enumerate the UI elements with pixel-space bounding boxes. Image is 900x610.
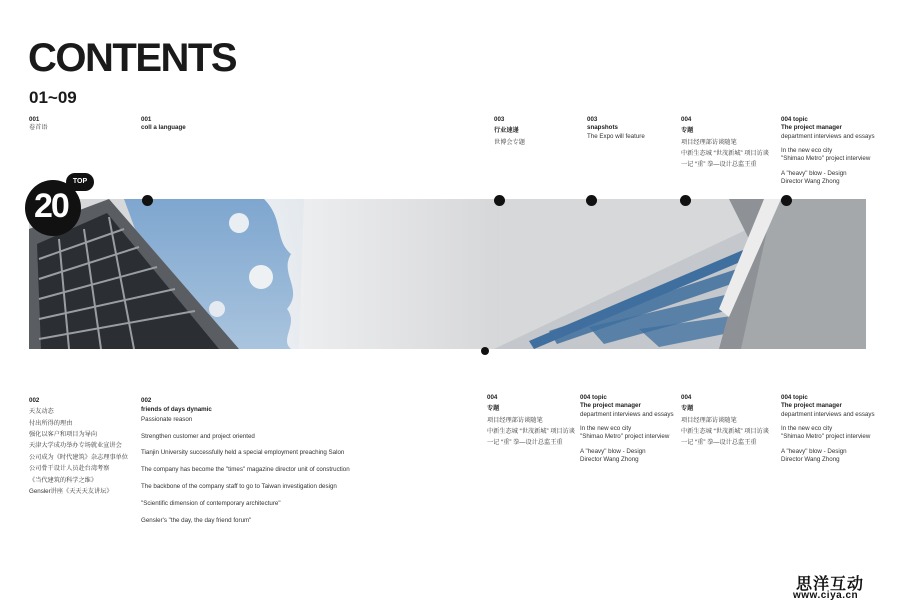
entry-line: 天津大学成功举办专场就业宣讲会 bbox=[29, 442, 122, 450]
entry-title: The project manager bbox=[580, 402, 641, 410]
toc-entry-001-en[interactable] bbox=[141, 116, 186, 133]
timeline-dot[interactable] bbox=[481, 347, 489, 355]
timeline-dot[interactable] bbox=[142, 195, 153, 206]
toc-entry-004-cn[interactable] bbox=[681, 116, 769, 170]
entry-title: 行业速递 bbox=[494, 127, 519, 135]
entry-title: 专题 bbox=[681, 405, 694, 413]
entry-line: department interviews and essays bbox=[781, 410, 875, 418]
timeline-dot[interactable] bbox=[494, 195, 505, 206]
toc-entry-004-en-b[interactable] bbox=[580, 394, 674, 465]
entry-number: 004 topic bbox=[781, 394, 808, 401]
entry-line: 项目经理部访谈随笔 bbox=[681, 138, 737, 146]
badge-top-label: TOP bbox=[66, 173, 94, 191]
entry-line: 强化以客户和项目为导向 bbox=[29, 431, 98, 439]
entry-number: 004 topic bbox=[781, 116, 808, 123]
entry-number: 004 bbox=[487, 394, 498, 401]
entry-line: "Shimao Metro" project interview bbox=[580, 433, 670, 441]
entry-line: Director Wang Zhong bbox=[580, 456, 639, 464]
entry-subtitle: 世博会专题 bbox=[494, 138, 525, 146]
entry-line: In the new eco city bbox=[580, 425, 632, 433]
entry-line: 中新生态城 “世茂新城” 项目访谈 bbox=[681, 428, 769, 436]
entry-line: department interviews and essays bbox=[580, 410, 674, 418]
cover-photo-band bbox=[29, 199, 866, 349]
entry-line: 项目经理部访谈随笔 bbox=[681, 416, 737, 424]
entry-line: Director Wang Zhong bbox=[781, 456, 840, 464]
entry-line: 一记 “重” 拳—设计总监王重 bbox=[681, 161, 757, 169]
entry-number: 004 bbox=[681, 116, 692, 123]
timeline-dot[interactable] bbox=[781, 195, 792, 206]
entry-number: 002 bbox=[29, 397, 40, 404]
entry-line: 一记 “重” 拳—设计总监王重 bbox=[681, 439, 757, 447]
entry-line: 公司成为《时代建筑》杂志理事单位 bbox=[29, 453, 128, 461]
entry-line: 《当代建筑的科学之维》 bbox=[29, 476, 98, 484]
entry-title: friends of days dynamic bbox=[141, 406, 212, 414]
timeline-dot[interactable] bbox=[680, 195, 691, 206]
entry-line: Strengthen customer and project oriented bbox=[141, 432, 255, 440]
entry-title: 专题 bbox=[487, 405, 500, 413]
entry-line: Passionate reason bbox=[141, 415, 193, 423]
page-title: CONTENTS bbox=[28, 36, 236, 80]
entry-title: The project manager bbox=[781, 402, 842, 410]
entry-line: "Scientific dimension of contemporary architecture" bbox=[141, 500, 281, 508]
entry-number: 003 bbox=[494, 116, 505, 123]
entry-line: "Shimao Metro" project interview bbox=[781, 433, 871, 441]
entry-title: 卷首语 bbox=[29, 124, 48, 132]
entry-line: Director Wang Zhong bbox=[781, 178, 840, 186]
toc-entry-002-cn[interactable] bbox=[29, 397, 128, 496]
page-range: 01~09 bbox=[29, 88, 77, 107]
entry-number: 004 bbox=[681, 394, 692, 401]
timeline-dot[interactable] bbox=[586, 195, 597, 206]
entry-number: 001 bbox=[29, 116, 40, 123]
entry-line: 天友动态 bbox=[29, 408, 54, 416]
watermark-name: 思洋互动 bbox=[796, 576, 865, 593]
entry-line: 付出所得的理由 bbox=[29, 419, 73, 427]
building-sky-illustration bbox=[29, 199, 866, 349]
entry-line: A "heavy" blow - Design bbox=[781, 169, 847, 177]
entry-number: 003 bbox=[587, 116, 598, 123]
toc-entry-004-en-c[interactable] bbox=[781, 394, 875, 465]
entry-title: The project manager bbox=[781, 124, 842, 132]
toc-entry-004-cn-c[interactable] bbox=[681, 394, 769, 448]
entry-line: Gensler's "the day, the day friend forum" bbox=[141, 516, 252, 524]
entry-number: 004 topic bbox=[580, 394, 607, 401]
entry-line: 中新生态城 “世茂新城” 项目访谈 bbox=[487, 428, 575, 436]
entry-line: The backbone of the company staff to go to Taiwan investigation design bbox=[141, 483, 337, 491]
entry-line: 公司骨干设计人员赴台湾考察 bbox=[29, 465, 110, 473]
entry-line: 中新生态城 “世茂新城” 项目访谈 bbox=[681, 150, 769, 158]
entry-title: coll a language bbox=[141, 124, 186, 132]
entry-line: Gensler讲座《天天天友讲坛》 bbox=[29, 487, 113, 495]
toc-entry-004-en[interactable] bbox=[781, 116, 875, 187]
badge-number: 20 bbox=[34, 187, 68, 225]
toc-entry-001-cn[interactable] bbox=[29, 116, 48, 133]
entry-number: 002 bbox=[141, 397, 152, 404]
entry-subtitle: The Expo will feature bbox=[587, 132, 645, 140]
entry-line: In the new eco city bbox=[781, 147, 833, 155]
entry-line: 项目经理部访谈随笔 bbox=[487, 416, 543, 424]
entry-title: 专题 bbox=[681, 127, 694, 135]
watermark-url: www.ciya.cn bbox=[793, 590, 859, 601]
toc-entry-003-cn[interactable] bbox=[494, 116, 525, 147]
entry-line: In the new eco city bbox=[781, 425, 833, 433]
entry-line: A "heavy" blow - Design bbox=[580, 447, 646, 455]
entry-line: "Shimao Metro" project interview bbox=[781, 155, 871, 163]
entry-line: The company has become the "times" magazine director unit of construction bbox=[141, 466, 350, 474]
entry-title: snapshots bbox=[587, 124, 618, 132]
entry-line: department interviews and essays bbox=[781, 132, 875, 140]
entry-number: 001 bbox=[141, 116, 152, 123]
toc-entry-004-cn-b[interactable] bbox=[487, 394, 575, 448]
toc-entry-003-en[interactable] bbox=[587, 116, 645, 141]
entry-line: Tianjin University successfully held a special employment preaching Salon bbox=[141, 449, 345, 457]
entry-line: 一记 “重” 拳—设计总监王重 bbox=[487, 439, 563, 447]
entry-line: A "heavy" blow - Design bbox=[781, 447, 847, 455]
toc-entry-002-en[interactable] bbox=[141, 397, 350, 534]
